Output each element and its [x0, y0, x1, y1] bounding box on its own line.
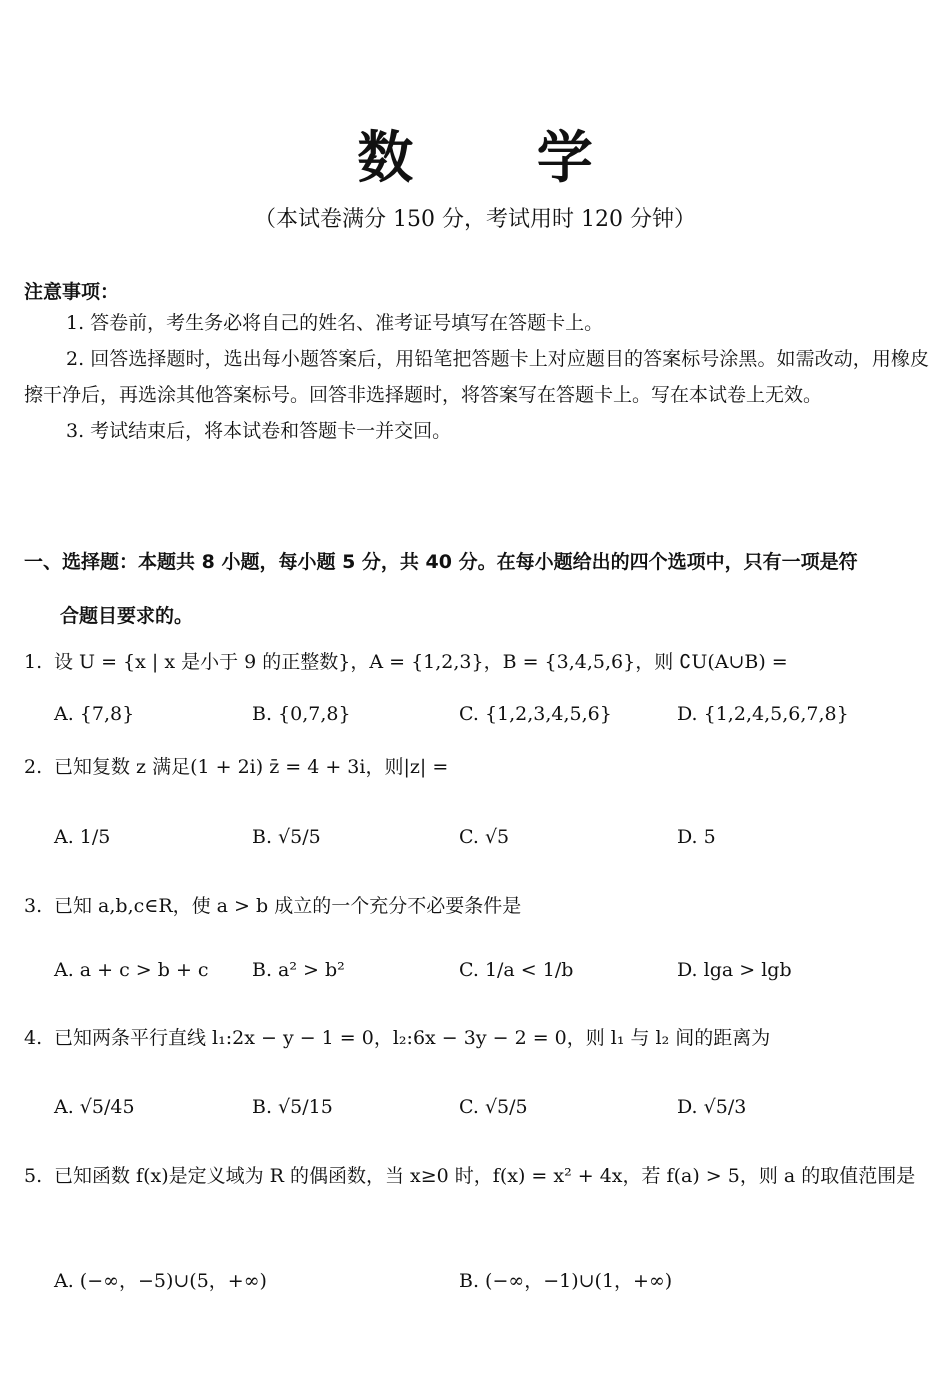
section-heading-line2: 合题目要求的。 — [60, 605, 194, 627]
question-number: 5. — [24, 1165, 43, 1187]
question-number: 1. — [24, 651, 43, 673]
section-heading — [24, 535, 929, 643]
question-number: 4. — [24, 1027, 43, 1049]
q5-option-b: B. (−∞，−1)∪(1，+∞) — [459, 1270, 673, 1292]
notice-list — [24, 305, 929, 449]
q3-option-c: C. 1/a < 1/b — [459, 959, 574, 981]
q2-option-b: B. √5/5 — [252, 826, 321, 848]
question-1 — [24, 644, 929, 680]
q3-option-b: B. a² > b² — [252, 959, 345, 981]
q1-option-c: C. {1,2,3,4,5,6} — [459, 703, 612, 725]
q2-option-a: A. 1/5 — [54, 826, 111, 848]
question-stem: 已知复数 z 满足(1 + 2i) z̄ = 4 + 3i，则|z| = — [54, 756, 449, 778]
question-number: 2. — [24, 756, 43, 778]
q4-option-c: C. √5/5 — [459, 1096, 528, 1118]
question-number: 3. — [24, 895, 43, 917]
section-heading-line1: 一、选择题：本题共 8 小题，每小题 5 分，共 40 分。在每小题给出的四个选项中，只有一项是符 — [24, 551, 858, 573]
q3-option-d: D. lga > lgb — [677, 959, 792, 981]
q4-option-a: A. √5/45 — [54, 1096, 135, 1118]
notice-item: 3. 考试结束后，将本试卷和答题卡一并交回。 — [66, 420, 452, 442]
q2-option-d: D. 5 — [677, 826, 716, 848]
exam-title: 数 学 — [357, 125, 645, 191]
q4-option-d: D. √5/3 — [677, 1096, 747, 1118]
q1-option-b: B. {0,7,8} — [252, 703, 351, 725]
q1-option-a: A. {7,8} — [54, 703, 135, 725]
question-5 — [24, 1148, 929, 1204]
question-3 — [24, 888, 929, 924]
question-stem: 已知两条平行直线 l₁:2x − y − 1 = 0，l₂:6x − 3y − 2 = 0，则 l₁ 与 l₂ 间的距离为 — [54, 1027, 771, 1049]
exam-subtitle: （本试卷满分 150 分，考试用时 120 分钟） — [254, 207, 696, 232]
q4-option-b: B. √5/15 — [252, 1096, 333, 1118]
notice-heading: 注意事项： — [24, 281, 120, 303]
question-4 — [24, 1020, 929, 1056]
question-stem: 已知 a,b,c∈R，使 a > b 成立的一个充分不必要条件是 — [54, 895, 522, 917]
q2-option-c: C. √5 — [459, 826, 510, 848]
q1-option-d: D. {1,2,4,5,6,7,8} — [677, 703, 849, 725]
question-stem: 设 U = {x | x 是小于 9 的正整数}，A = {1,2,3}，B = {3,4,5,6}，则 ∁U(A∪B) = — [54, 651, 788, 673]
question-2 — [24, 749, 929, 785]
notice-item: 2. 回答选择题时，选出每小题答案后，用铅笔把答题卡上对应题目的答案标号涂黑。如需改动，用橡皮擦干净后，再选涂其他答案标号。回答非选择题时，将答案写在答题卡上。写在本试卷上无效。 — [24, 348, 929, 406]
notice-item: 1. 答卷前，考生务必将自己的姓名、准考证号填写在答题卡上。 — [66, 312, 604, 334]
q3-option-a: A. a + c > b + c — [54, 959, 209, 981]
q5-option-a: A. (−∞，−5)∪(5，+∞) — [54, 1270, 267, 1292]
question-stem: 已知函数 f(x)是定义域为 R 的偶函数，当 x≥0 时，f(x) = x² + 4x，若 f(a) > 5，则 a 的取值范围是 — [54, 1165, 916, 1187]
